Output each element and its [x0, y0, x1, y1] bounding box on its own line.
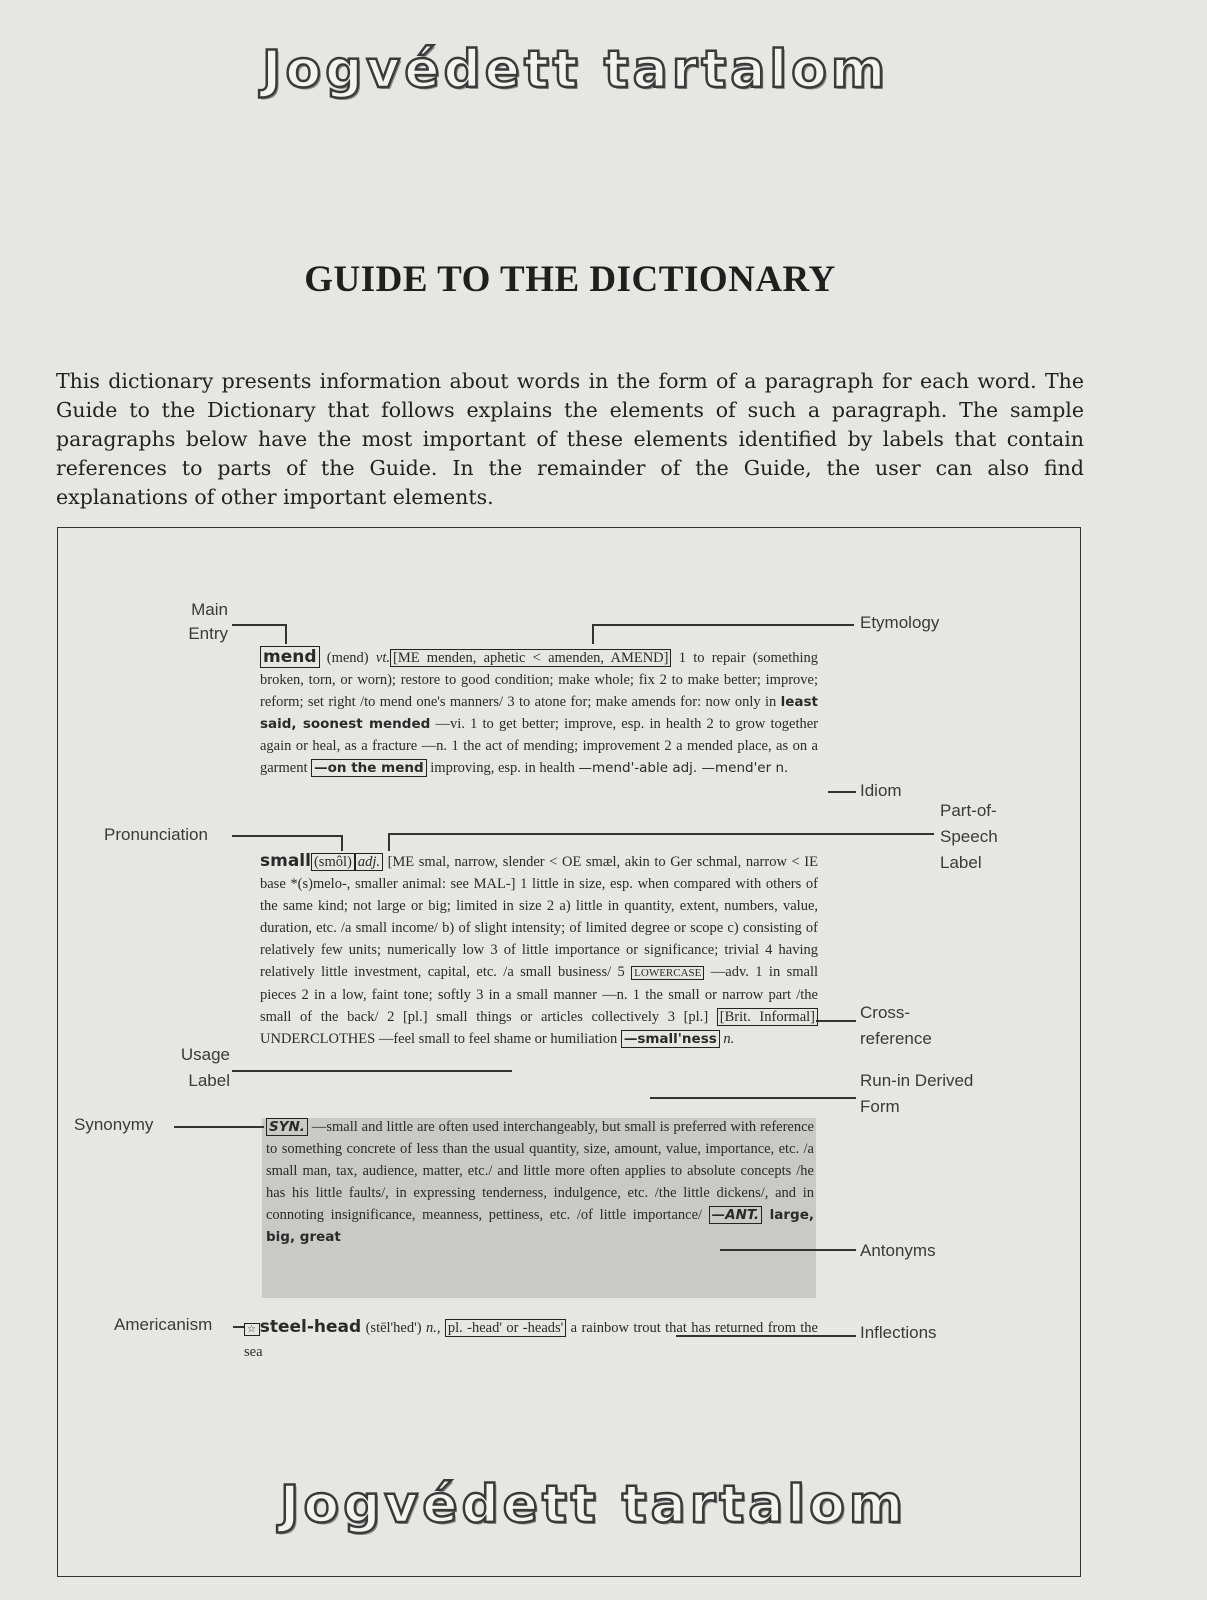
label-cross-reference: Cross-reference [860, 1003, 932, 1048]
ant-tag: —ANT. [709, 1206, 762, 1224]
page-title: GUIDE TO THE DICTIONARY [304, 259, 836, 300]
label-part-of-speech: Part-of-Speech Label [940, 801, 998, 872]
watermark-top: Jogvédett tartalom [262, 40, 890, 100]
entry-mend [260, 646, 818, 779]
derived-smallness: —small'ness [621, 1030, 720, 1048]
pos-steelhead: n., [425, 1320, 441, 1336]
leader-usage [232, 1070, 512, 1072]
syn-tag: SYN. [266, 1118, 308, 1136]
label-etymology: Etymology [860, 613, 940, 632]
synonymy-text: —small and little are often used interchangeably, but small is preferred with reference to something concrete of less than the usual quantity, size, amount, value, importance, etc. /a small man, tax, audience, matter, etc./ and little more often applies to absolute concepts /he has his little faults/, in expressing tenderness, indulgence, etc. /the little dickens/, and in connoting insignificance, meanness, pettiness, etc. /of little importance/ [266, 1119, 814, 1223]
pos-small: adj. [355, 853, 383, 871]
label-antonyms: Antonyms [860, 1241, 936, 1260]
label-run-in-derived-form: Run-in Derived Form [860, 1071, 974, 1116]
leader-synonymy [174, 1126, 264, 1128]
leader-main-entry [232, 624, 286, 626]
leader-etymology-drop [592, 624, 594, 644]
watermark-bottom: Jogvédett tartalom [280, 1475, 908, 1535]
inflections-steelhead: pl. -head' or -heads' [445, 1319, 566, 1337]
label-synonymy: Synonymy [74, 1115, 154, 1134]
definition-text: a rainbow trout that has returned from the sea [244, 1320, 818, 1360]
pronunciation-mend: (mend) [326, 650, 369, 666]
definition-text: [ME smal, narrow, slender < OE smæl, akin to Ger schmal, narrow < IE base *(s)melo-, smaller animal: see MAL-] 1 little in size, esp. when compared with others of the same kind; not large or big; limited in size 2 a) little in quantity, extent, numbers, value, duration, etc. /a small income/ b) of slight intensity; of limited degree or scope c) consisting of relatively few units; numerically low 3 of little importance or significance; trivial 4 having relatively little investment, capital, etc. /a small business/ 5 [260, 854, 818, 980]
leader-main-entry-drop [285, 624, 287, 644]
leader-etymology [592, 624, 854, 626]
idiom-on-the-mend: —on the mend [311, 759, 427, 777]
entry-small [260, 850, 818, 1050]
headword-mend: mend [260, 646, 320, 668]
leader-part-of-speech [388, 833, 934, 835]
headword-small: small [260, 851, 311, 871]
leader-part-of-speech-drop [388, 833, 390, 851]
intro-paragraph: This dictionary presents information about words in the form of a paragraph for each word. The Guide to the Dictionary that follows explains the elements of such a paragraph. The sample paragraphs below have the most important of these elements identified by labels that contain references to parts of the Guide. In the remainder of the Guide, the user can also find explanations of other important elements. [56, 368, 1084, 509]
pronunciation-steelhead: (stēl'hed') [365, 1320, 422, 1336]
definition-text: 1 to repair (something broken, torn, or worn); restore to good condition; make whole; fix 2 to make better; improve; reform; set right /to mend one's manners/ 3 to atone for; make amends for: now only in [260, 650, 819, 710]
leader-idiom [828, 791, 856, 793]
definition-text: —adv. 1 in small pieces 2 in a low, faint tone; softly 3 in a small manner —n. 1 the small or narrow part /the small of the back/ 2 [pl.] small things or articles collectively 3 [pl.] [260, 964, 818, 1025]
label-idiom: Idiom [860, 781, 902, 800]
leader-pronunciation-drop [341, 835, 343, 851]
entry-steelhead [244, 1316, 818, 1363]
cross-reference-lowercase: LOWERCASE [631, 966, 704, 980]
derived-forms-mend: —mend'-able adj. —mend'er n. [578, 760, 789, 776]
pronunciation-small: (smôl) [311, 853, 355, 871]
leader-run-in-derived [650, 1097, 856, 1099]
label-usage: Usage Label [180, 1045, 230, 1090]
label-pronunciation: Pronunciation [104, 825, 208, 844]
definition-text: —vi. 1 to get better; improve, esp. in health 2 to grow together again or heal, as a fracture —n. 1 the act of mending; improvement 2 a mended place, as on a garment [260, 716, 818, 776]
antonyms-text: large, big, great [266, 1207, 814, 1245]
headword-steelhead: steel-head [259, 1317, 362, 1337]
definition-text: UNDERCLOTHES —feel small to feel shame or humiliation [260, 1031, 621, 1047]
definition-text: n. [719, 1031, 735, 1047]
leader-pronunciation [232, 835, 342, 837]
idiom-phrase: least said, soonest mended [260, 694, 818, 732]
leader-cross-reference [816, 1020, 856, 1022]
label-main-entry: Main Entry [188, 600, 228, 643]
leader-antonyms [720, 1249, 856, 1251]
pos-mend: vt. [375, 650, 390, 666]
americanism-star-icon: ☆ [244, 1323, 260, 1336]
etymology-mend: [ME menden, aphetic < amenden, AMEND] [390, 649, 672, 667]
synonymy-paragraph [266, 1116, 814, 1248]
label-americanism: Americanism [114, 1315, 213, 1334]
usage-label-brit-informal: [Brit. Informal] [717, 1008, 818, 1026]
label-inflections: Inflections [860, 1323, 937, 1342]
definition-text: improving, esp. in health [426, 760, 579, 776]
